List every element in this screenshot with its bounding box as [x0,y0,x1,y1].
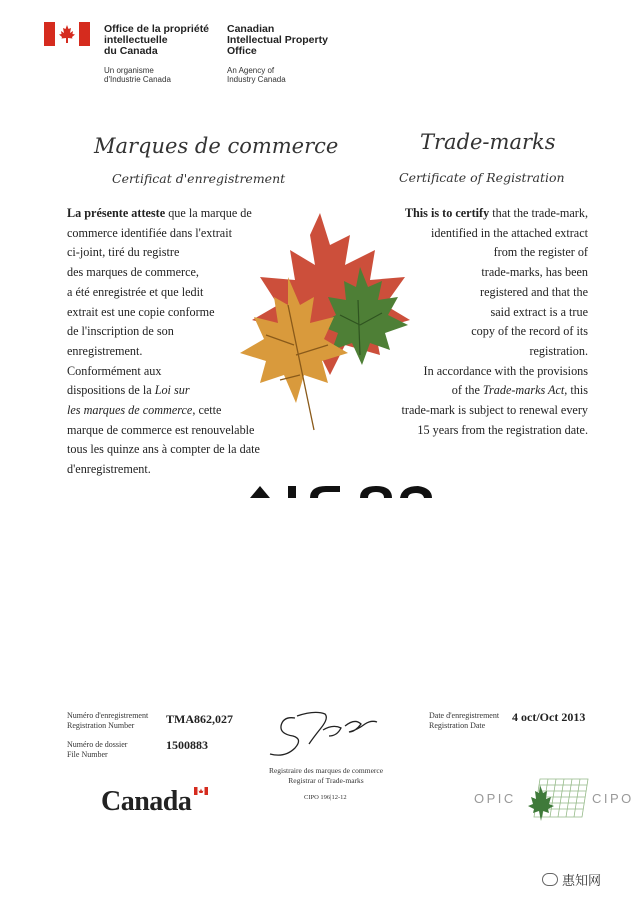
fr-lead: La présente atteste [67,206,166,220]
opic-cipo-logo-icon [520,777,590,823]
fr-agency-name: Office de la propriété intellectuelle du Canada [104,23,210,57]
registration-number-label: Numéro d'enregistrement Registration Number [67,711,149,730]
opic-label: OPIC [474,791,516,806]
en-certification-text: This is to certify that the trade-mark, identified in the attached extract from the register of trade-marks, has been registered and that the said extract is a true copy of the record of its registration. In accordance with the provisions of the Trade-marks Act, this trade-mark is subject to renewal every 15 years from the registration date. [401,206,588,437]
canada-wordmark: Canada [101,786,192,817]
en-agency-name: Canadian Intellectual Property Office [227,23,328,57]
fr-agency-subtitle: Un organisme d'Industrie Canada [104,66,171,84]
fr-subtitle: Certificat d'enregistrement [112,171,286,186]
registration-date-label: Date d'enregistrement Registration Date [429,711,500,730]
fr-certification-text: La présente atteste que la marque de commerce identifiée dans l'extrait ci-joint, tiré du registre des marques de commerce, a été enregistrée et que ledit extrait est une copie conforme de l'inscription de son enregistrement. Conformément aux dispositions de la Loi sur les marques de commerce, cette marque de commerce est renouvelable tous les quinze ans à compter de la date d'enregistrement. [67,206,260,477]
file-number-value: 1500883 [166,738,208,752]
source-watermark: 惠知网 [542,870,601,889]
canada-wordmark-flag-icon [194,787,208,795]
clipped-lettering-fragment [240,484,440,498]
fr-title: Marques de commerce [94,134,339,158]
canada-flag-icon [44,22,90,46]
form-code: CIPO 196|12-12 [304,794,347,801]
registration-number-value: TMA862,027 [166,712,233,726]
registrar-title: Registraire des marques de commerce Registrar of Trade-marks [268,766,384,785]
en-subtitle: Certificate of Registration [399,170,565,185]
cipo-label: CIPO [592,791,634,806]
en-lead: This is to certify [404,206,490,220]
en-agency-subtitle: An Agency of Industry Canada [227,66,286,84]
registrar-signature [265,706,390,761]
en-title: Trade-marks [420,130,556,154]
file-number-label: Numéro de dossier File Number [67,740,128,759]
registration-date-value: 4 oct/Oct 2013 [512,710,586,724]
chat-bubble-icon [542,873,558,886]
